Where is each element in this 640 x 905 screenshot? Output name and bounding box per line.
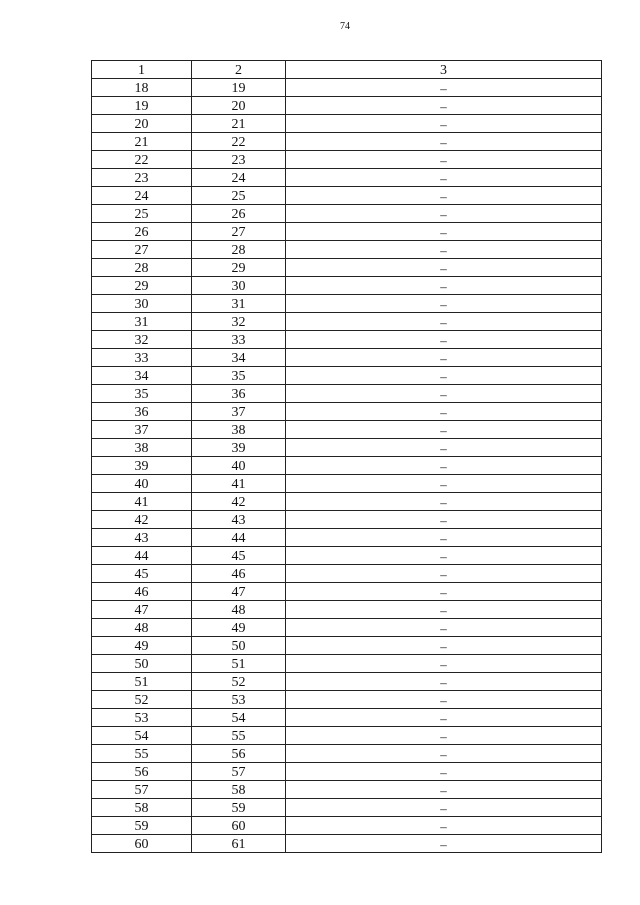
- table-cell-col-3: –: [286, 601, 602, 619]
- table-cell-col-2: 47: [192, 583, 286, 601]
- table-cell-col-1: 38: [92, 439, 192, 457]
- table-cell-col-1: 21: [92, 133, 192, 151]
- table-cell-col-3: –: [286, 187, 602, 205]
- table-cell-col-2: 58: [192, 781, 286, 799]
- table-cell-col-2: 51: [192, 655, 286, 673]
- table-row: [92, 637, 602, 655]
- table-cell-col-3: –: [286, 583, 602, 601]
- table-cell-col-2: 59: [192, 799, 286, 817]
- table-cell-col-3: –: [286, 529, 602, 547]
- table-cell-col-3: –: [286, 817, 602, 835]
- table-row: [92, 187, 602, 205]
- table-cell-col-3: –: [286, 475, 602, 493]
- table-row: [92, 493, 602, 511]
- table-row: [92, 385, 602, 403]
- table-cell-col-2: 24: [192, 169, 286, 187]
- table-cell-col-3: –: [286, 169, 602, 187]
- table-cell-col-3: –: [286, 763, 602, 781]
- table-cell-col-2: 20: [192, 97, 286, 115]
- table-row: [92, 691, 602, 709]
- table-cell-col-3: –: [286, 133, 602, 151]
- table-cell-col-1: 50: [92, 655, 192, 673]
- table-cell-col-2: 23: [192, 151, 286, 169]
- table-row: [92, 547, 602, 565]
- table-row: [92, 349, 602, 367]
- table-cell-col-3: –: [286, 547, 602, 565]
- table-cell-col-1: 22: [92, 151, 192, 169]
- table-cell-col-2: 35: [192, 367, 286, 385]
- table-row: [92, 241, 602, 259]
- table-cell-col-2: 34: [192, 349, 286, 367]
- table-cell-col-3: –: [286, 331, 602, 349]
- table-header: [92, 61, 602, 79]
- table-row: [92, 511, 602, 529]
- table-cell-col-1: 54: [92, 727, 192, 745]
- table-cell-col-2: 55: [192, 727, 286, 745]
- table-cell-col-1: 18: [92, 79, 192, 97]
- table-cell-col-2: 28: [192, 241, 286, 259]
- table-cell-col-1: 60: [92, 835, 192, 853]
- table-cell-col-1: 25: [92, 205, 192, 223]
- table-cell-col-1: 27: [92, 241, 192, 259]
- table-cell-col-1: 36: [92, 403, 192, 421]
- table-cell-col-1: 35: [92, 385, 192, 403]
- table-row: [92, 763, 602, 781]
- table-row: [92, 439, 602, 457]
- table-cell-col-2: 52: [192, 673, 286, 691]
- table-cell-col-3: –: [286, 565, 602, 583]
- table-cell-col-3: –: [286, 727, 602, 745]
- table-row: [92, 331, 602, 349]
- table-cell-col-1: 28: [92, 259, 192, 277]
- table-cell-col-3: –: [286, 403, 602, 421]
- table-cell-col-3: –: [286, 511, 602, 529]
- table-cell-col-2: 31: [192, 295, 286, 313]
- table-cell-col-2: 48: [192, 601, 286, 619]
- table-cell-col-3: –: [286, 115, 602, 133]
- table-cell-col-2: 44: [192, 529, 286, 547]
- data-table: [91, 60, 602, 853]
- table-cell-col-2: 21: [192, 115, 286, 133]
- table-cell-col-2: 38: [192, 421, 286, 439]
- table-row: [92, 727, 602, 745]
- table-cell-col-3: –: [286, 313, 602, 331]
- table-cell-col-2: 60: [192, 817, 286, 835]
- table-row: [92, 619, 602, 637]
- table-cell-col-1: 45: [92, 565, 192, 583]
- column-header-2: 2: [192, 61, 286, 79]
- table-cell-col-1: 46: [92, 583, 192, 601]
- column-header-3: 3: [286, 61, 602, 79]
- table-cell-col-1: 49: [92, 637, 192, 655]
- table-cell-col-1: 19: [92, 97, 192, 115]
- table-cell-col-1: 23: [92, 169, 192, 187]
- table-cell-col-2: 41: [192, 475, 286, 493]
- table-row: [92, 745, 602, 763]
- table-cell-col-2: 61: [192, 835, 286, 853]
- table-cell-col-2: 57: [192, 763, 286, 781]
- table-cell-col-3: –: [286, 493, 602, 511]
- table-row: [92, 259, 602, 277]
- table-cell-col-1: 32: [92, 331, 192, 349]
- table-cell-col-3: –: [286, 223, 602, 241]
- table-cell-col-3: –: [286, 781, 602, 799]
- table-cell-col-3: –: [286, 709, 602, 727]
- table-cell-col-2: 39: [192, 439, 286, 457]
- table-cell-col-2: 54: [192, 709, 286, 727]
- table-cell-col-1: 30: [92, 295, 192, 313]
- table-row: [92, 781, 602, 799]
- table-cell-col-2: 30: [192, 277, 286, 295]
- table-cell-col-2: 32: [192, 313, 286, 331]
- table-cell-col-1: 33: [92, 349, 192, 367]
- table-cell-col-3: –: [286, 385, 602, 403]
- table-cell-col-3: –: [286, 259, 602, 277]
- table-cell-col-3: –: [286, 457, 602, 475]
- table-row: [92, 115, 602, 133]
- table-cell-col-2: 53: [192, 691, 286, 709]
- table-cell-col-2: 29: [192, 259, 286, 277]
- table-cell-col-1: 43: [92, 529, 192, 547]
- table-cell-col-3: –: [286, 367, 602, 385]
- table-row: [92, 709, 602, 727]
- table-row: [92, 601, 602, 619]
- column-header-1: 1: [92, 61, 192, 79]
- table-row: [92, 367, 602, 385]
- table-cell-col-2: 33: [192, 331, 286, 349]
- table-cell-col-1: 26: [92, 223, 192, 241]
- table-row: [92, 313, 602, 331]
- table-cell-col-3: –: [286, 97, 602, 115]
- table-row: [92, 205, 602, 223]
- table-cell-col-3: –: [286, 151, 602, 169]
- table-cell-col-2: 43: [192, 511, 286, 529]
- table-row: [92, 475, 602, 493]
- table-cell-col-3: –: [286, 277, 602, 295]
- table-cell-col-3: –: [286, 745, 602, 763]
- table-cell-col-3: –: [286, 295, 602, 313]
- table-cell-col-1: 44: [92, 547, 192, 565]
- table-cell-col-1: 39: [92, 457, 192, 475]
- table-cell-col-1: 24: [92, 187, 192, 205]
- table-cell-col-2: 50: [192, 637, 286, 655]
- table-cell-col-1: 20: [92, 115, 192, 133]
- table-cell-col-2: 49: [192, 619, 286, 637]
- table-cell-col-1: 41: [92, 493, 192, 511]
- table-cell-col-2: 46: [192, 565, 286, 583]
- table-row: [92, 421, 602, 439]
- table-cell-col-2: 56: [192, 745, 286, 763]
- table-row: [92, 133, 602, 151]
- table-cell-col-1: 40: [92, 475, 192, 493]
- table-cell-col-2: 42: [192, 493, 286, 511]
- table-row: [92, 223, 602, 241]
- table-cell-col-1: 42: [92, 511, 192, 529]
- table-cell-col-1: 37: [92, 421, 192, 439]
- table-row: [92, 151, 602, 169]
- table-row: [92, 79, 602, 97]
- table-body: [92, 79, 602, 853]
- table-cell-col-2: 37: [192, 403, 286, 421]
- table-cell-col-3: –: [286, 835, 602, 853]
- table-cell-col-3: –: [286, 655, 602, 673]
- table-row: [92, 673, 602, 691]
- table-cell-col-3: –: [286, 673, 602, 691]
- table-row: [92, 169, 602, 187]
- page-number: 74: [340, 21, 350, 32]
- table-row: [92, 583, 602, 601]
- table-cell-col-3: –: [286, 619, 602, 637]
- table-cell-col-1: 58: [92, 799, 192, 817]
- table-row: [92, 403, 602, 421]
- table-cell-col-2: 45: [192, 547, 286, 565]
- table-row: [92, 277, 602, 295]
- table-cell-col-2: 22: [192, 133, 286, 151]
- table-cell-col-1: 34: [92, 367, 192, 385]
- table-cell-col-1: 31: [92, 313, 192, 331]
- table-row: [92, 565, 602, 583]
- table-cell-col-2: 36: [192, 385, 286, 403]
- table-cell-col-3: –: [286, 241, 602, 259]
- table-row: [92, 97, 602, 115]
- table-cell-col-2: 25: [192, 187, 286, 205]
- table-cell-col-1: 55: [92, 745, 192, 763]
- table-row: [92, 799, 602, 817]
- table-cell-col-1: 48: [92, 619, 192, 637]
- table-cell-col-2: 26: [192, 205, 286, 223]
- table-row: [92, 655, 602, 673]
- table-cell-col-2: 19: [192, 79, 286, 97]
- table-cell-col-1: 51: [92, 673, 192, 691]
- table-cell-col-3: –: [286, 691, 602, 709]
- table-row: [92, 529, 602, 547]
- table-cell-col-1: 52: [92, 691, 192, 709]
- table-cell-col-3: –: [286, 439, 602, 457]
- table-cell-col-3: –: [286, 637, 602, 655]
- table-cell-col-3: –: [286, 349, 602, 367]
- table-cell-col-1: 56: [92, 763, 192, 781]
- table-row: [92, 457, 602, 475]
- table-row: [92, 835, 602, 853]
- table-cell-col-3: –: [286, 205, 602, 223]
- header-row: [92, 61, 602, 79]
- table-row: [92, 295, 602, 313]
- table-cell-col-2: 40: [192, 457, 286, 475]
- table-row: [92, 817, 602, 835]
- table-cell-col-1: 59: [92, 817, 192, 835]
- table-cell-col-3: –: [286, 79, 602, 97]
- table-cell-col-1: 29: [92, 277, 192, 295]
- table-cell-col-1: 53: [92, 709, 192, 727]
- table-cell-col-3: –: [286, 421, 602, 439]
- table-cell-col-1: 47: [92, 601, 192, 619]
- table-cell-col-1: 57: [92, 781, 192, 799]
- table-cell-col-3: –: [286, 799, 602, 817]
- table-cell-col-2: 27: [192, 223, 286, 241]
